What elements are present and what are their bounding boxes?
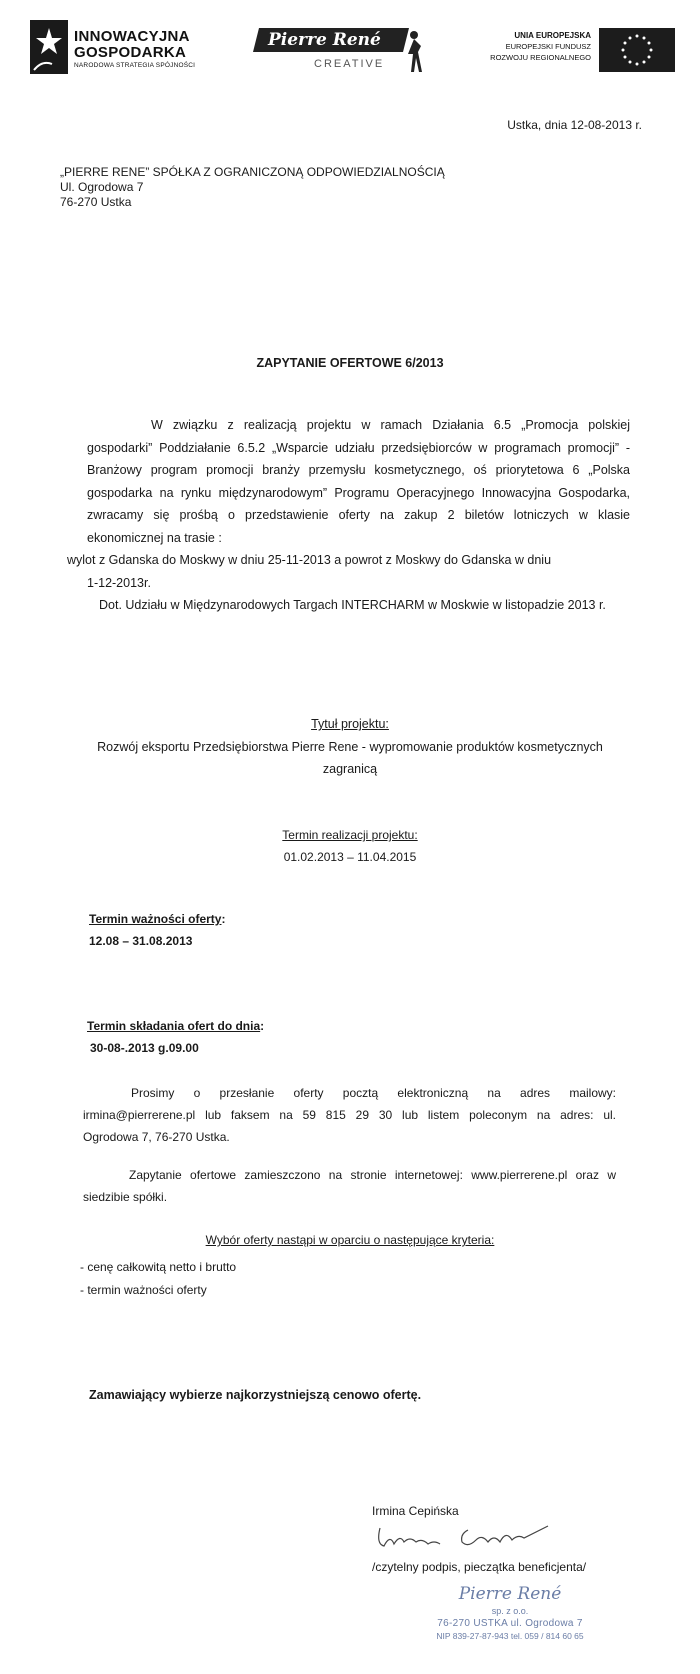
body-line: Dot. Udziału w Międzynarodowych Targach INTERCHARM w Moskwie w listopadzie 2013 r.: [99, 598, 606, 612]
stamp-name: Pierre René: [458, 1584, 562, 1604]
deadline-colon: :: [260, 1019, 265, 1033]
woman-silhouette-icon: [404, 30, 424, 74]
recipient-block: [60, 165, 445, 210]
contact-line: irmina@pierrerene.pl lub faksem na 59 815 29 30 lub listem poleconym na adres: ul.: [83, 1108, 616, 1122]
signature-caption: /czytelny podpis, pieczątka beneficjenta/: [372, 1560, 587, 1574]
pierre-rene-logo: [256, 28, 424, 76]
stamp-line2: 76-270 USTKA ul. Ogrodowa 7: [437, 1618, 583, 1629]
body-paragraph: [67, 414, 630, 617]
recipient-street: Ul. Ogrodowa 7: [60, 180, 144, 194]
document-date: Ustka, dnia 12-08-2013 r.: [507, 118, 642, 132]
project-title-line1: Rozwój eksportu Przedsiębiorstwa Pierre Rene - wypromowanie produktów kosmetycznych: [97, 739, 603, 754]
eu-logo: [470, 28, 675, 72]
project-title-block: [0, 713, 700, 781]
criteria-heading: Wybór oferty nastąpi w oparciu o następujące kryteria:: [205, 1233, 495, 1247]
body-line: gospodarka na rynku międzynarodowym” Programu Operacyjnego Innowacyjna Gospodarka,: [87, 485, 630, 500]
body-line: zwracamy się prośbą o przedstawienie oferty na zakup 2 biletów lotniczych w klasie: [87, 508, 630, 522]
recipient-city: 76-270 Ustka: [60, 195, 132, 209]
deadline-value: 30-08-.2013 g.09.00: [90, 1041, 199, 1055]
project-title-label: Tytuł projektu:: [311, 717, 389, 731]
stamp-line1: sp. z o.o.: [491, 1606, 529, 1616]
project-term-label: Termin realizacji projektu:: [282, 828, 418, 842]
validity-label: Termin ważności oferty: [89, 912, 222, 926]
signatory-name: Irmina Cepińska: [372, 1504, 459, 1518]
body-line: gospodarki” Poddziałanie 6.5.2 „Wsparcie udziału przedsiębiorców w programach promocji” -: [87, 440, 630, 455]
body-line: 1-12-2013r.: [87, 575, 151, 590]
recipient-name: „PIERRE RENE” SPÓŁKA Z OGRANICZONĄ ODPOWIEDZIALNOŚCIĄ: [60, 165, 445, 179]
project-title-line2: zagranicą: [322, 762, 378, 776]
body-line: ekonomicznej na trasie :: [87, 530, 222, 545]
posted-line: siedzibie spółki.: [83, 1190, 168, 1204]
contact-line: Ogrodowa 7, 76-270 Ustka.: [83, 1130, 230, 1144]
validity-block: [89, 908, 225, 952]
eu-text: [490, 30, 591, 63]
deadline-label: Termin składania ofert do dnia: [87, 1019, 261, 1033]
logo-pr-name: Pierre René: [268, 30, 381, 50]
logo-ig-line2: GOSPODARKA: [74, 44, 187, 61]
criteria-item: - cenę całkowitą netto i brutto: [80, 1260, 237, 1274]
criteria-item: - termin ważności oferty: [80, 1283, 207, 1297]
eu-line3: ROZWOJU REGIONALNEGO: [490, 53, 591, 62]
criteria-list: [80, 1256, 236, 1302]
body-line: Branżowy program promocji branży przemysłu kosmetycznego, oś priorytetowa 6 „Polska: [87, 463, 630, 477]
body-line: W związku z realizacją projektu w ramach Działania 6.5 „Promocja polskiej: [151, 418, 630, 432]
posted-paragraph: [83, 1164, 616, 1208]
validity-value: 12.08 – 31.08.2013: [89, 934, 193, 948]
validity-colon: :: [221, 912, 226, 926]
project-term-value: 01.02.2013 – 11.04.2015: [283, 850, 417, 864]
project-term-block: [0, 824, 700, 868]
closing-statement: Zamawiający wybierze najkorzystniejszą cenowo ofertę.: [89, 1388, 422, 1402]
company-stamp: [410, 1585, 610, 1660]
logo-ig-line3: NARODOWA STRATEGIA SPÓJNOŚCI: [74, 62, 196, 69]
contact-line: Prosimy o przesłanie oferty pocztą elektroniczną na adres mailowy:: [131, 1086, 616, 1100]
posted-line: Zapytanie ofertowe zamieszczono na stronie internetowej: www.pierrerene.pl oraz w: [129, 1168, 616, 1182]
handwritten-signature-icon: [372, 1520, 572, 1552]
contact-paragraph: [83, 1082, 616, 1148]
eu-flag-icon: [599, 28, 675, 72]
eu-line2: EUROPEJSKI FUNDUSZ: [505, 42, 591, 51]
star-logo-icon: [30, 20, 68, 74]
criteria-heading-row: [0, 1233, 700, 1247]
document-title: ZAPYTANIE OFERTOWE 6/2013: [256, 356, 444, 370]
deadline-block: [87, 1015, 264, 1059]
body-line: wylot z Gdanska do Moskwy w dniu 25-11-2013 a powrot z Moskwy do Gdanska w dniu: [67, 553, 552, 567]
stamp-line3: NIP 839-27-87-943 tel. 059 / 814 60 65: [436, 1631, 584, 1641]
logo-pr-sub: CREATIVE: [314, 58, 385, 70]
eu-line1: UNIA EUROPEJSKA: [514, 31, 591, 40]
innowacyjna-gospodarka-logo: [30, 20, 230, 74]
logo-ig-line1: INNOWACYJNA: [74, 28, 190, 45]
